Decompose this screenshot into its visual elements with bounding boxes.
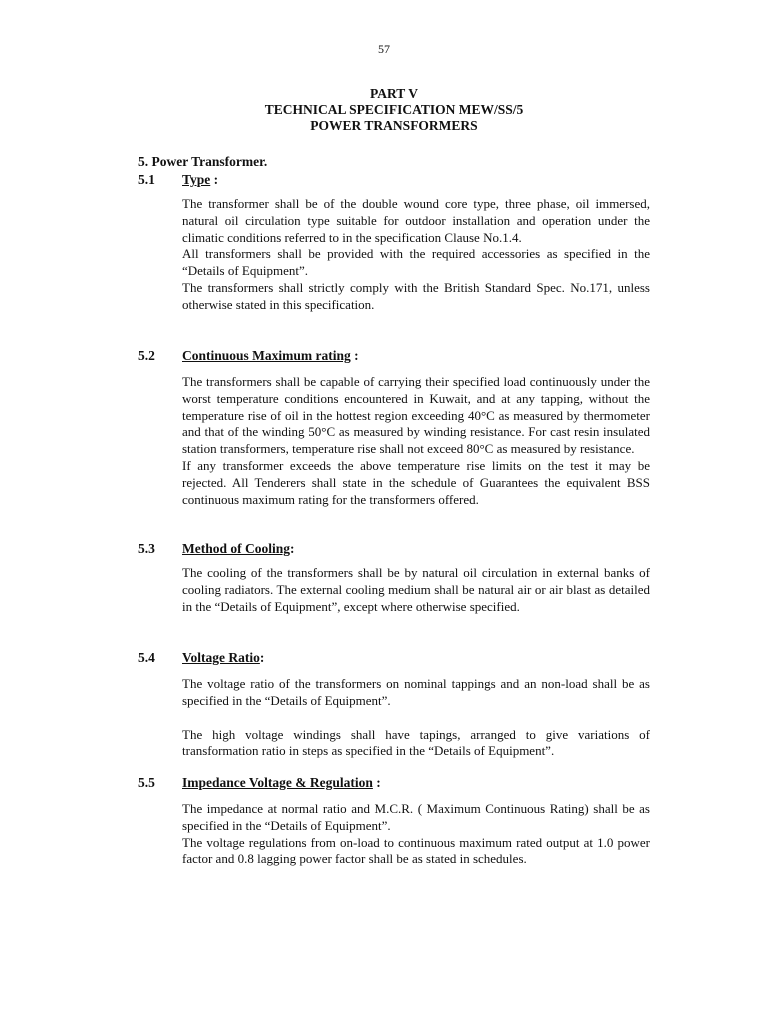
title-part: PART V	[370, 86, 418, 101]
title-subject: POWER TRANSFORMERS	[310, 118, 478, 133]
section-heading	[138, 775, 650, 793]
section-body	[182, 565, 650, 615]
paragraph: The high voltage windings shall have tapings, arranged to give variations of transformation ratio in steps as specified in the “Details of Equipment”.	[182, 726, 650, 759]
chapter-heading: 5. Power Transformer.	[138, 154, 268, 169]
section-body	[182, 374, 650, 508]
section-body	[182, 676, 650, 760]
paragraph: The transformer shall be of the double wound core type, three phase, oil immersed, natural oil circulation type suitable for outdoor installation and operation under the climatic conditions referred to in the specification Clause No.1.4.	[182, 196, 650, 245]
document-title	[0, 86, 768, 134]
section-number: 5.4	[138, 650, 155, 665]
paragraph: The impedance at normal ratio and M.C.R. ( Maximum Continuous Rating) shall be as specified in the “Details of Equipment”.	[182, 801, 650, 833]
section-number: 5.1	[138, 172, 155, 187]
section-5-4	[138, 650, 650, 760]
section-5-1	[138, 172, 650, 314]
section-heading	[138, 650, 650, 668]
section-body	[182, 801, 650, 868]
paragraph: The voltage ratio of the transformers on nominal tappings and an non-load shall be as specified in the “Details of Equipment”.	[182, 676, 650, 708]
paragraph: All transformers shall be provided with the required accessories as specified in the “Details of Equipment”.	[182, 246, 650, 279]
section-heading	[138, 541, 650, 559]
section-title: Method of Cooling:	[182, 541, 295, 556]
section-title: Impedance Voltage & Regulation :	[182, 775, 381, 790]
paragraph: The transformers shall be capable of carrying their specified load continuously under the worst temperature conditions encountered in Kuwait, and at any tapping, without the temperature rise of oil in the hottest region exceeding 40°C as measured by thermometer and that of the winding 50°C as measured by winding resistance. For cast resin insulated station transformers, temperature rise shall not exceed 80°C as measured by resistance.	[182, 374, 650, 457]
section-number: 5.5	[138, 775, 155, 790]
page-number: 57	[378, 42, 390, 56]
section-title: Type :	[182, 172, 219, 187]
section-5-5	[138, 775, 650, 868]
paragraph: The transformers shall strictly comply with the British Standard Spec. No.171, unless otherwise stated in this specification.	[182, 279, 650, 312]
section-title: Voltage Ratio:	[182, 650, 265, 665]
paragraph: If any transformer exceeds the above temperature rise limits on the test it may be rejected. All Tenderers shall state in the schedule of Guarantees the equivalent BSS continuous maximum rating for the transformers offered.	[182, 457, 650, 507]
section-5-3	[138, 541, 650, 615]
title-spec: TECHNICAL SPECIFICATION MEW/SS/5	[264, 102, 524, 117]
paragraph: The voltage regulations from on-load to continuous maximum rated output at 1.0 power factor and 0.8 lagging power factor shall be as stated in schedules.	[182, 834, 650, 867]
paragraph: The cooling of the transformers shall be by natural oil circulation in external banks of cooling radiators. The external cooling medium shall be natural air or air blast as detailed in the “Details of Equipment”, except where otherwise specified.	[182, 565, 650, 614]
section-body	[182, 196, 650, 314]
section-number: 5.3	[138, 541, 155, 556]
section-5-2	[138, 348, 650, 508]
section-number: 5.2	[138, 348, 155, 363]
section-heading	[138, 348, 650, 366]
section-title: Continuous Maximum rating :	[182, 348, 359, 363]
section-heading	[138, 172, 650, 190]
